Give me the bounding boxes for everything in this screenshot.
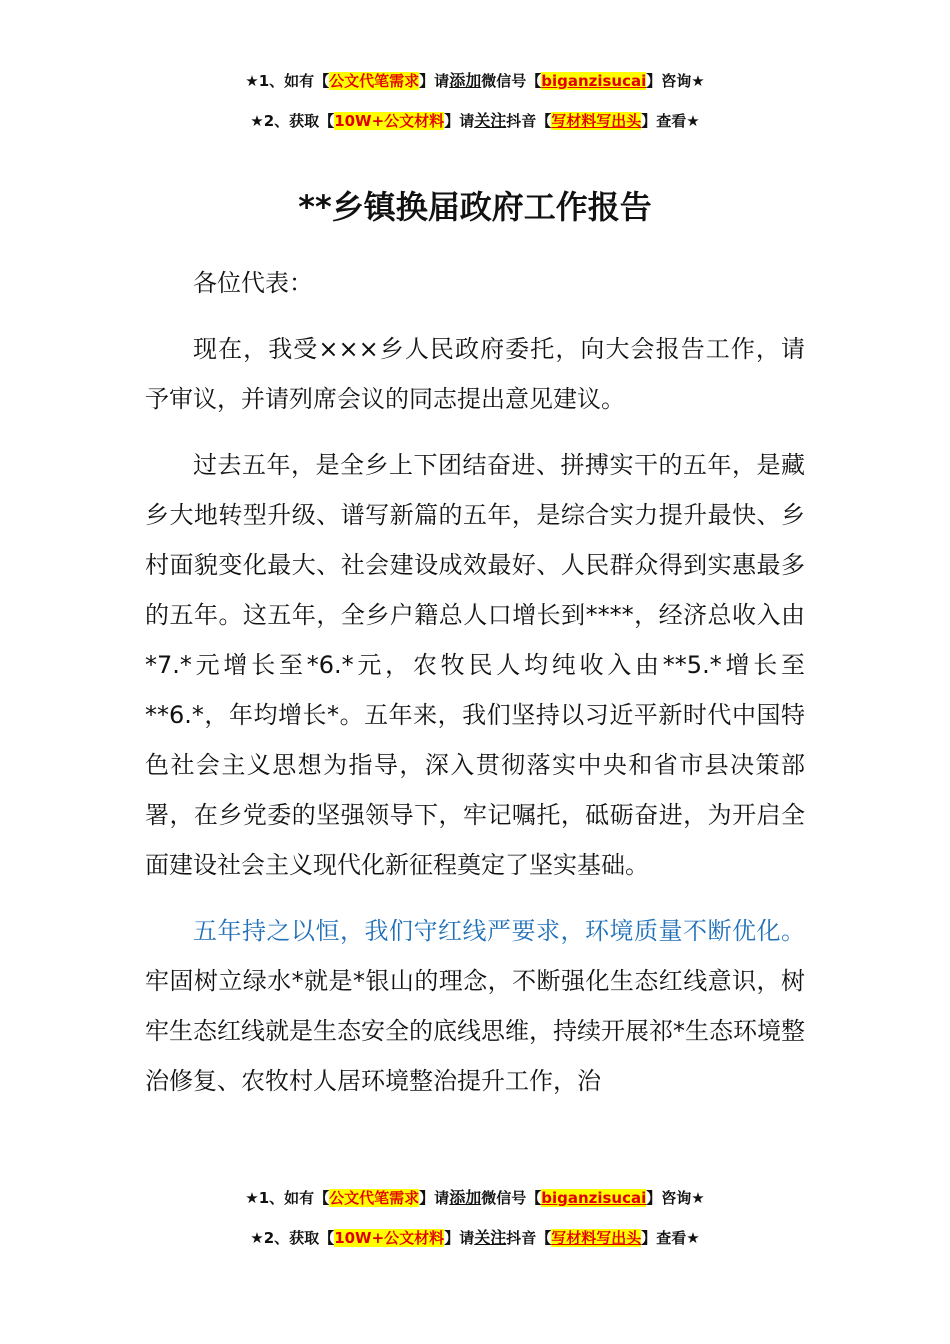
ad-text: 2、获取【: [263, 1229, 335, 1247]
footer-ad-line-1: [0, 1187, 950, 1209]
ad-text: 抖音【: [506, 112, 552, 130]
ad-highlight-service: 公文代笔需求: [329, 1189, 420, 1207]
ad-highlight-service: 公文代笔需求: [329, 72, 420, 90]
header-ad-line-2: [0, 110, 950, 132]
ad-text: 】查看★: [641, 112, 700, 130]
ad-text: 】请: [444, 112, 475, 130]
ad-highlight-materials: 10W+公文材料: [334, 1229, 445, 1247]
ad-text: 】请: [419, 1189, 450, 1207]
ad-text: 1、如有【: [258, 72, 330, 90]
ad-wechat-id: biganzisucai: [541, 72, 647, 90]
ad-text: 微信号【: [481, 72, 542, 90]
paragraph-intro: 现在，我受×××乡人民政府委托，向大会报告工作，请予审议，并请列席会议的同志提出意见建议。: [145, 335, 805, 413]
ad-underlined-add: 添加: [449, 1188, 482, 1207]
ad-wechat-id: biganzisucai: [541, 1189, 647, 1207]
ad-text: 】查看★: [641, 1229, 700, 1247]
star-icon: ★: [250, 112, 264, 130]
paragraph-environment: [145, 906, 805, 1106]
salutation: 各位代表：: [193, 269, 313, 297]
star-icon: ★: [245, 72, 259, 90]
ad-text: 】咨询★: [646, 1189, 705, 1207]
ad-douyin-account: 写材料写出头: [551, 112, 642, 130]
paragraph-review: 过去五年，是全乡上下团结奋进、拼搏实干的五年，是藏乡大地转型升级、谱写新篇的五年，是综合实力提升最快、乡村面貌变化最大、社会建设成效最好、人民群众得到实惠最多的五年。这五年，全乡户籍总人口增长到****，经济总收入由*7.*元增长至*6.*元，农牧民人均纯收入由**5.*增长至**6.*，年均增长*。五年来，我们坚持以习近平新时代中国特色社会主义思想为指导，深入贯彻落实中央和省市县决策部署，在乡党委的坚强领导下，牢记嘱托，砥砺奋进，为开启全面建设社会主义现代化新征程奠定了坚实基础。: [145, 451, 805, 879]
document-title: **乡镇换届政府工作报告: [298, 188, 652, 226]
ad-underlined-follow: 关注: [474, 111, 507, 130]
document-body: [145, 258, 805, 1122]
footer-ad-line-2: [0, 1227, 950, 1249]
header-ad-line-1: [0, 70, 950, 92]
ad-text: 2、获取【: [263, 112, 335, 130]
section-heading: 五年持之以恒，我们守红线严要求，环境质量不断优化。: [193, 917, 805, 945]
ad-underlined-add: 添加: [449, 71, 482, 90]
ad-text: 】请: [419, 72, 450, 90]
ad-underlined-follow: 关注: [474, 1228, 507, 1247]
paragraph-text: 牢固树立绿水*就是*银山的理念，不断强化生态红线意识，树牢生态红线就是生态安全的底线思维，持续开展祁*生态环境整治修复、农牧村人居环境整治提升工作，治: [145, 967, 805, 1095]
ad-highlight-materials: 10W+公文材料: [334, 112, 445, 130]
star-icon: ★: [250, 1229, 264, 1247]
ad-text: 微信号【: [481, 1189, 542, 1207]
ad-text: 抖音【: [506, 1229, 552, 1247]
ad-douyin-account: 写材料写出头: [551, 1229, 642, 1247]
ad-text: 】咨询★: [646, 72, 705, 90]
ad-text: 1、如有【: [258, 1189, 330, 1207]
star-icon: ★: [245, 1189, 259, 1207]
ad-text: 】请: [444, 1229, 475, 1247]
